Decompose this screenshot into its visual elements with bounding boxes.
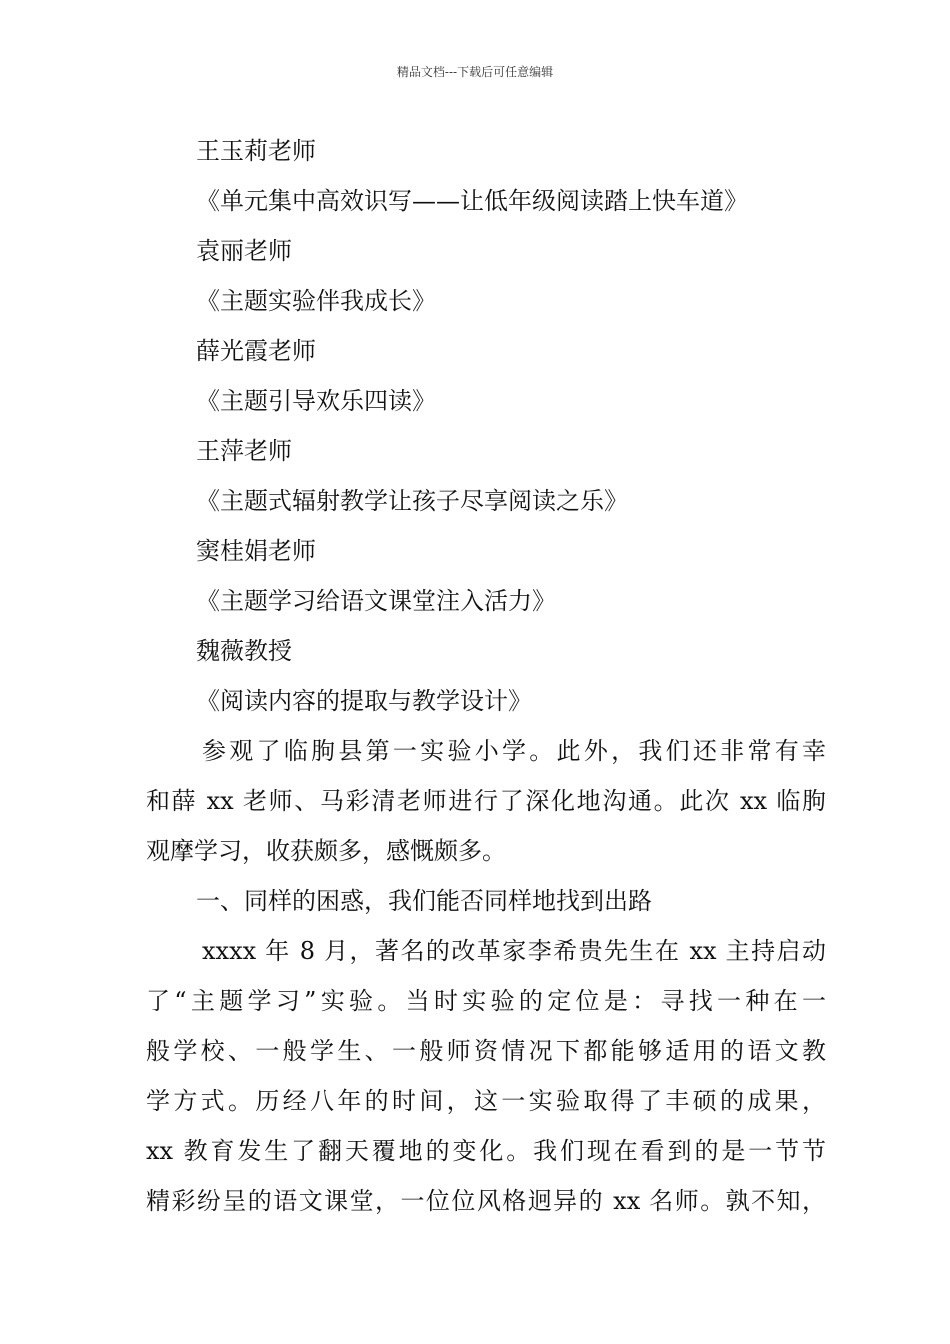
paragraph-line: 观摩学习，收获颇多，感慨颇多。 (146, 837, 506, 865)
paragraph-line: 参观了临朐县第一实验小学。此外，我们还非常有幸 (202, 737, 826, 765)
paragraph-experiment (146, 926, 826, 1226)
lecture-title: 《阅读内容的提取与教学设计》 (196, 687, 532, 715)
lecture-title: 《主题学习给语文课堂注入活力》 (196, 587, 556, 615)
lecture-title: 《主题引导欢乐四读》 (196, 387, 436, 415)
section-heading: 一、同样的困惑，我们能否同样地找到出路 (196, 887, 652, 915)
professor-name: 魏薇教授 (196, 637, 292, 665)
paragraph-line: 学方式。历经八年的时间，这一实验取得了丰硕的成果， (146, 1087, 826, 1115)
document-body (146, 126, 826, 1226)
paragraph-line: 了“主题学习”实验。当时实验的定位是：寻找一种在一 (146, 987, 826, 1015)
lecture-title: 《主题实验伴我成长》 (196, 287, 436, 315)
paragraph-line: 般学校、一般学生、一般师资情况下都能够适用的语文教 (146, 1037, 826, 1065)
lecture-title: 《单元集中高效识写——让低年级阅读踏上快车道》 (196, 187, 748, 215)
paragraph-line: xxxx 年 8 月，著名的改革家李希贵先生在 xx 主持启动 (202, 937, 826, 965)
teacher-name: 王玉莉老师 (196, 137, 316, 165)
page-header: 精品文档---下载后可任意编辑 (396, 65, 554, 79)
teacher-name: 王萍老师 (196, 437, 292, 465)
teacher-name: 薛光霞老师 (196, 337, 316, 365)
teacher-name: 袁丽老师 (196, 237, 292, 265)
lecture-title: 《主题式辐射教学让孩子尽享阅读之乐》 (196, 487, 628, 515)
teacher-name: 窦桂娟老师 (196, 537, 316, 565)
paragraph-line: xx 教育发生了翻天覆地的变化。我们现在看到的是一节节 (146, 1137, 826, 1165)
paragraph-line: 精彩纷呈的语文课堂，一位位风格迥异的 xx 名师。孰不知， (146, 1187, 826, 1215)
paragraph-line: 和薛 xx 老师、马彩清老师进行了深化地沟通。此次 xx 临朐 (146, 787, 826, 815)
paragraph-visit (146, 726, 826, 876)
